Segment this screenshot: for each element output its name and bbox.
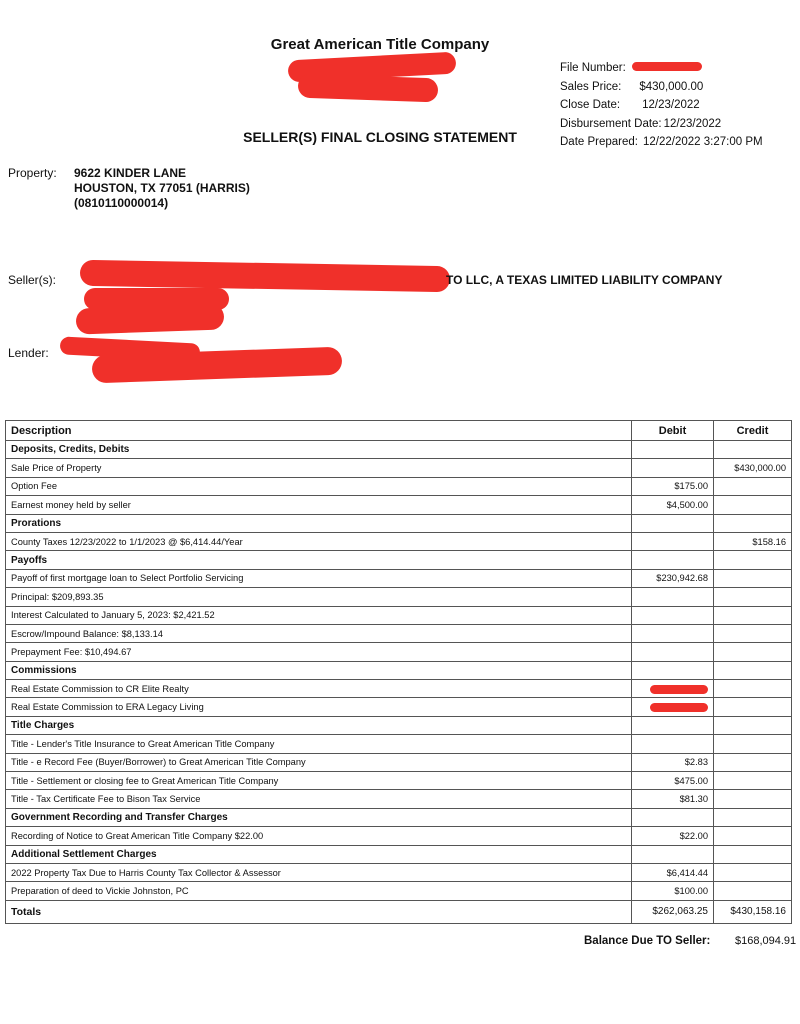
date-prepared-label: Date Prepared: bbox=[560, 136, 638, 148]
row-description: Prepayment Fee: $10,494.67 bbox=[6, 643, 632, 661]
row-debit bbox=[632, 716, 714, 734]
row-description: Title - e Record Fee (Buyer/Borrower) to Great American Title Company bbox=[6, 753, 632, 771]
row-debit: $2.83 bbox=[632, 753, 714, 771]
property-address bbox=[74, 166, 250, 211]
table-row bbox=[6, 753, 792, 771]
row-credit bbox=[714, 441, 792, 459]
row-credit bbox=[714, 808, 792, 826]
row-description: Recording of Notice to Great American Title Company $22.00 bbox=[6, 827, 632, 845]
section-row bbox=[6, 514, 792, 532]
table-row bbox=[6, 772, 792, 790]
table-row bbox=[6, 735, 792, 753]
totals-label: Totals bbox=[6, 900, 632, 923]
date-prepared-value: 12/22/2022 3:27:00 PM bbox=[643, 136, 763, 148]
section-heading: Deposits, Credits, Debits bbox=[6, 441, 632, 459]
row-debit: $475.00 bbox=[632, 772, 714, 790]
row-debit bbox=[632, 532, 714, 550]
row-debit: $6,414.44 bbox=[632, 863, 714, 881]
row-credit bbox=[714, 606, 792, 624]
section-heading: Title Charges bbox=[6, 716, 632, 734]
row-credit bbox=[714, 790, 792, 808]
table-header-row bbox=[6, 421, 792, 441]
row-description: 2022 Property Tax Due to Harris County Tax Collector & Assessor bbox=[6, 863, 632, 881]
table-row bbox=[6, 477, 792, 495]
redaction-mark bbox=[650, 685, 708, 694]
row-debit bbox=[632, 680, 714, 698]
redaction-mark bbox=[298, 74, 439, 103]
header-credit: Credit bbox=[714, 421, 792, 441]
section-row bbox=[6, 808, 792, 826]
row-credit bbox=[714, 735, 792, 753]
row-debit bbox=[632, 698, 714, 716]
table-row bbox=[6, 643, 792, 661]
table-row bbox=[6, 827, 792, 845]
redaction-mark bbox=[76, 303, 225, 334]
row-debit bbox=[632, 551, 714, 569]
row-debit: $230,942.68 bbox=[632, 569, 714, 587]
section-heading: Commissions bbox=[6, 661, 632, 679]
row-debit bbox=[632, 661, 714, 679]
table-row bbox=[6, 882, 792, 900]
section-row bbox=[6, 845, 792, 863]
section-row bbox=[6, 661, 792, 679]
row-credit bbox=[714, 551, 792, 569]
totals-credit: $430,158.16 bbox=[714, 900, 792, 923]
row-description: Real Estate Commission to ERA Legacy Living bbox=[6, 698, 632, 716]
row-description: Principal: $209,893.35 bbox=[6, 588, 632, 606]
row-credit bbox=[714, 588, 792, 606]
row-description: Title - Tax Certificate Fee to Bison Tax Service bbox=[6, 790, 632, 808]
row-credit bbox=[714, 496, 792, 514]
row-credit: $158.16 bbox=[714, 532, 792, 550]
row-credit bbox=[714, 845, 792, 863]
property-line-2: HOUSTON, TX 77051 (HARRIS) bbox=[74, 181, 250, 195]
row-debit bbox=[632, 459, 714, 477]
row-debit: $100.00 bbox=[632, 882, 714, 900]
table-row bbox=[6, 863, 792, 881]
totals-debit: $262,063.25 bbox=[632, 900, 714, 923]
row-credit bbox=[714, 827, 792, 845]
row-credit bbox=[714, 514, 792, 532]
row-debit: $175.00 bbox=[632, 477, 714, 495]
row-credit bbox=[714, 661, 792, 679]
row-description: Sale Price of Property bbox=[6, 459, 632, 477]
table-row bbox=[6, 606, 792, 624]
table-row bbox=[6, 532, 792, 550]
statement-title: SELLER(S) FINAL CLOSING STATEMENT bbox=[243, 129, 517, 145]
section-row bbox=[6, 551, 792, 569]
header-description: Description bbox=[6, 421, 632, 441]
row-description: Preparation of deed to Vickie Johnston, PC bbox=[6, 882, 632, 900]
row-debit bbox=[632, 441, 714, 459]
row-debit bbox=[632, 643, 714, 661]
sales-price-value: $430,000.00 bbox=[639, 80, 704, 93]
row-debit: $4,500.00 bbox=[632, 496, 714, 514]
property-label: Property: bbox=[8, 166, 57, 180]
row-description: Earnest money held by seller bbox=[6, 496, 632, 514]
section-row bbox=[6, 716, 792, 734]
close-date-value: 12/23/2022 bbox=[642, 99, 700, 111]
section-heading: Payoffs bbox=[6, 551, 632, 569]
row-credit bbox=[714, 643, 792, 661]
row-description: Real Estate Commission to CR Elite Realty bbox=[6, 680, 632, 698]
lender-label: Lender: bbox=[8, 346, 49, 360]
table-row bbox=[6, 790, 792, 808]
company-name: Great American Title Company bbox=[270, 36, 490, 53]
row-credit bbox=[714, 753, 792, 771]
table-row bbox=[6, 680, 792, 698]
disbursement-date-label: Disbursement Date: bbox=[560, 117, 662, 130]
table-row bbox=[6, 588, 792, 606]
seller-name: TO LLC, A TEXAS LIMITED LIABILITY COMPANY bbox=[446, 273, 723, 287]
row-description: Title - Settlement or closing fee to Great American Title Company bbox=[6, 772, 632, 790]
row-debit bbox=[632, 588, 714, 606]
redaction-mark bbox=[632, 62, 702, 71]
row-credit bbox=[714, 863, 792, 881]
statement-table bbox=[5, 420, 792, 924]
disbursement-date-value: 12/23/2022 bbox=[663, 117, 722, 130]
row-credit bbox=[714, 680, 792, 698]
table-row bbox=[6, 459, 792, 477]
seller-label: Seller(s): bbox=[8, 273, 57, 287]
row-debit bbox=[632, 808, 714, 826]
header-debit: Debit bbox=[632, 421, 714, 441]
row-description: Payoff of first mortgage loan to Select Portfolio Servicing bbox=[6, 569, 632, 587]
balance-value: $168,094.91 bbox=[735, 935, 797, 947]
balance-label: Balance Due TO Seller: bbox=[584, 935, 711, 947]
table-row bbox=[6, 569, 792, 587]
table-row bbox=[6, 698, 792, 716]
row-description: Interest Calculated to January 5, 2023: $2,421.52 bbox=[6, 606, 632, 624]
section-heading: Prorations bbox=[6, 514, 632, 532]
row-credit bbox=[714, 477, 792, 495]
row-description: Title - Lender's Title Insurance to Great American Title Company bbox=[6, 735, 632, 753]
sales-price-label: Sales Price: bbox=[560, 80, 622, 93]
row-credit bbox=[714, 716, 792, 734]
table-row bbox=[6, 624, 792, 642]
table-row bbox=[6, 496, 792, 514]
row-description: Escrow/Impound Balance: $8,133.14 bbox=[6, 624, 632, 642]
row-debit: $22.00 bbox=[632, 827, 714, 845]
row-debit bbox=[632, 514, 714, 532]
totals-row bbox=[6, 900, 792, 923]
row-debit bbox=[632, 735, 714, 753]
close-date-label: Close Date: bbox=[560, 99, 621, 111]
section-heading: Government Recording and Transfer Charges bbox=[6, 808, 632, 826]
property-line-3: (0810110000014) bbox=[74, 196, 169, 210]
row-credit bbox=[714, 698, 792, 716]
row-description: Option Fee bbox=[6, 477, 632, 495]
row-credit bbox=[714, 624, 792, 642]
row-description: County Taxes 12/23/2022 to 1/1/2023 @ $6,414.44/Year bbox=[6, 532, 632, 550]
row-credit: $430,000.00 bbox=[714, 459, 792, 477]
file-number-label: File Number: bbox=[560, 62, 626, 74]
row-debit bbox=[632, 624, 714, 642]
row-debit bbox=[632, 845, 714, 863]
property-line-1: 9622 KINDER LANE bbox=[74, 166, 187, 180]
row-credit bbox=[714, 772, 792, 790]
redaction-mark bbox=[650, 703, 708, 712]
row-credit bbox=[714, 882, 792, 900]
section-row bbox=[6, 441, 792, 459]
file-info-block bbox=[560, 59, 763, 152]
row-debit: $81.30 bbox=[632, 790, 714, 808]
section-heading: Additional Settlement Charges bbox=[6, 845, 632, 863]
row-debit bbox=[632, 606, 714, 624]
row-credit bbox=[714, 569, 792, 587]
